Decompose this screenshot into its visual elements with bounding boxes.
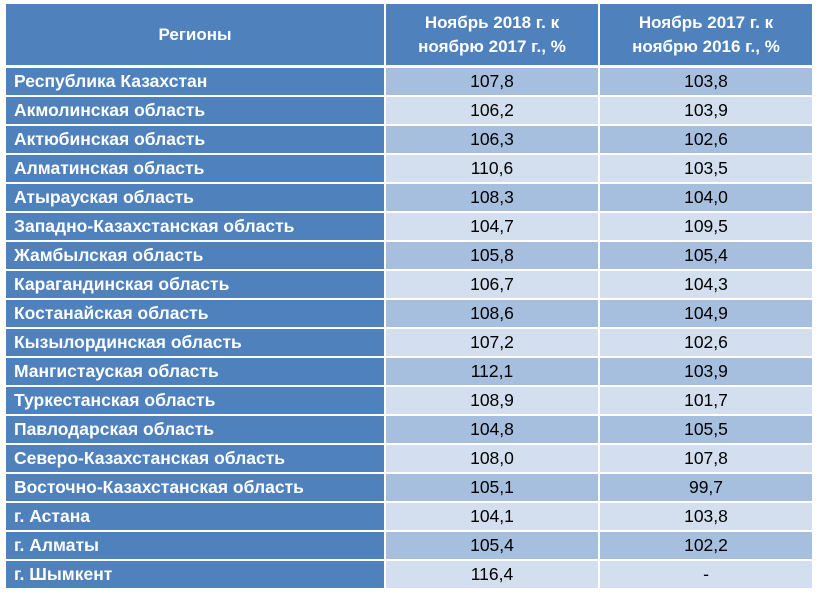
value-2018-cell: 116,4: [384, 561, 598, 588]
table-row: [6, 68, 812, 97]
value-2018-cell: 110,6: [384, 155, 598, 182]
value-2018-cell: 112,1: [384, 358, 598, 385]
value-2017-cell: 103,5: [598, 155, 812, 182]
value-2017-cell: 103,8: [598, 68, 812, 95]
value-2018-cell: 106,2: [384, 97, 598, 124]
table-row: [6, 358, 812, 387]
value-2018-cell: 104,7: [384, 213, 598, 240]
region-name-cell: Мангистауская область: [6, 358, 384, 385]
value-2018-cell: 105,1: [384, 474, 598, 501]
value-2018-cell: 107,2: [384, 329, 598, 356]
region-name-cell: Атырауская область: [6, 184, 384, 211]
region-name-cell: Республика Казахстан: [6, 68, 384, 95]
table-row: [6, 242, 812, 271]
region-name-cell: Жамбылская область: [6, 242, 384, 269]
value-2017-cell: 105,4: [598, 242, 812, 269]
region-name-cell: г. Астана: [6, 503, 384, 530]
value-2017-cell: 103,9: [598, 358, 812, 385]
table-row: [6, 503, 812, 532]
value-2017-cell: 102,6: [598, 126, 812, 153]
header-nov-2017-line1: Ноябрь 2017 г. к: [638, 12, 774, 32]
table-row: [6, 561, 812, 590]
table-row: [6, 474, 812, 503]
table-row: [6, 445, 812, 474]
value-2017-cell: 105,5: [598, 416, 812, 443]
region-name-cell: Кызылординская область: [6, 329, 384, 356]
value-2017-cell: 104,3: [598, 271, 812, 298]
region-name-cell: Восточно-Казахстанская область: [6, 474, 384, 501]
region-name-cell: г. Алматы: [6, 532, 384, 559]
table-row: [6, 329, 812, 358]
table-row: [6, 416, 812, 445]
value-2018-cell: 107,8: [384, 68, 598, 95]
table-header: [6, 4, 812, 68]
header-nov-2017: [598, 4, 812, 65]
table-row: [6, 532, 812, 561]
value-2017-cell: 102,6: [598, 329, 812, 356]
table-row: [6, 155, 812, 184]
header-nov-2017-line2: ноябрю 2016 г., %: [632, 36, 780, 56]
header-nov-2018-line1: Ноябрь 2018 г. к: [424, 12, 560, 32]
table-row: [6, 271, 812, 300]
value-2017-cell: 101,7: [598, 387, 812, 414]
table-row: [6, 126, 812, 155]
region-name-cell: Акмолинская область: [6, 97, 384, 124]
value-2017-cell: 102,2: [598, 532, 812, 559]
value-2018-cell: 108,6: [384, 300, 598, 327]
value-2018-cell: 104,8: [384, 416, 598, 443]
header-regions: [6, 4, 384, 65]
value-2017-cell: 99,7: [598, 474, 812, 501]
value-2018-cell: 108,0: [384, 445, 598, 472]
value-2017-cell: 103,8: [598, 503, 812, 530]
region-name-cell: Карагандинская область: [6, 271, 384, 298]
region-name-cell: Алматинская область: [6, 155, 384, 182]
table-row: [6, 213, 812, 242]
value-2018-cell: 104,1: [384, 503, 598, 530]
value-2018-cell: 106,3: [384, 126, 598, 153]
header-nov-2018: [384, 4, 598, 65]
value-2018-cell: 105,8: [384, 242, 598, 269]
region-name-cell: Павлодарская область: [6, 416, 384, 443]
table-row: [6, 97, 812, 126]
region-name-cell: Актюбинская область: [6, 126, 384, 153]
value-2017-cell: 103,9: [598, 97, 812, 124]
value-2017-cell: 104,9: [598, 300, 812, 327]
value-2017-cell: -: [598, 561, 812, 588]
header-regions-label: Регионы: [158, 24, 232, 44]
table-row: [6, 300, 812, 329]
header-nov-2018-line2: ноябрю 2017 г., %: [418, 36, 566, 56]
region-name-cell: Костанайская область: [6, 300, 384, 327]
value-2017-cell: 107,8: [598, 445, 812, 472]
value-2018-cell: 106,7: [384, 271, 598, 298]
region-name-cell: г. Шымкент: [6, 561, 384, 588]
value-2017-cell: 109,5: [598, 213, 812, 240]
table-body: [6, 68, 812, 590]
value-2018-cell: 108,9: [384, 387, 598, 414]
region-name-cell: Туркестанская область: [6, 387, 384, 414]
value-2018-cell: 108,3: [384, 184, 598, 211]
regions-table: [6, 4, 812, 590]
region-name-cell: Западно-Казахстанская область: [6, 213, 384, 240]
table-row: [6, 387, 812, 416]
table-row: [6, 184, 812, 213]
value-2018-cell: 105,4: [384, 532, 598, 559]
value-2017-cell: 104,0: [598, 184, 812, 211]
region-name-cell: Северо-Казахстанская область: [6, 445, 384, 472]
